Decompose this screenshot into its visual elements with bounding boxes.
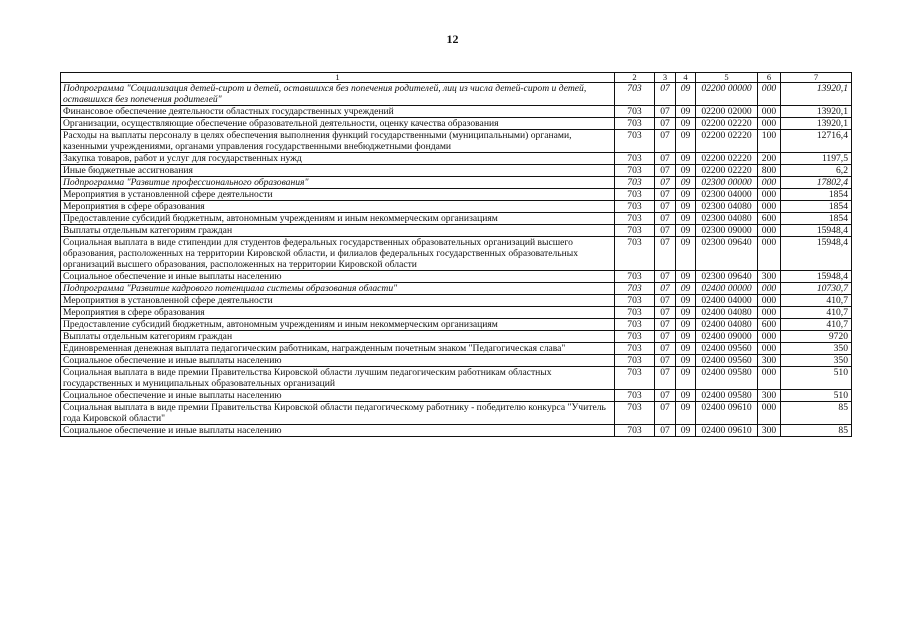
cell-target-article: 02300 09640 bbox=[696, 237, 758, 271]
cell-expense-type: 100 bbox=[758, 130, 781, 153]
cell-target-article: 02400 09580 bbox=[696, 367, 758, 390]
table-row bbox=[61, 390, 852, 402]
cell-target-article: 02300 00000 bbox=[696, 177, 758, 189]
cell-subsection: 09 bbox=[676, 283, 696, 295]
cell-ministry: 703 bbox=[615, 118, 655, 130]
cell-ministry: 703 bbox=[615, 165, 655, 177]
cell-section: 07 bbox=[655, 118, 676, 130]
column-number: 7 bbox=[781, 73, 852, 83]
row-name: Социальная выплата в виде премии Правительства Кировской области лучшим педагогическим работникам областных государственных и муниципальных образовательных организаций bbox=[61, 367, 615, 390]
cell-amount: 15948,4 bbox=[781, 237, 852, 271]
cell-ministry: 703 bbox=[615, 331, 655, 343]
cell-expense-type: 000 bbox=[758, 331, 781, 343]
row-name: Социальная выплата в виде стипендии для студентов федеральных государственных образовательных организаций высшего образования, расположенных на территории Кировской области, и филиалов федеральных государственных образовательных организаций высшего образования, расположенных на территории Кировской области bbox=[61, 237, 615, 271]
cell-ministry: 703 bbox=[615, 283, 655, 295]
cell-expense-type: 000 bbox=[758, 83, 781, 106]
table-row bbox=[61, 343, 852, 355]
cell-subsection: 09 bbox=[676, 295, 696, 307]
cell-subsection: 09 bbox=[676, 307, 696, 319]
row-name: Расходы на выплаты персоналу в целях обеспечения выполнения функций государственными (муниципальными) органами, казенными учреждениями, органами управления государственными внебюджетными фондами bbox=[61, 130, 615, 153]
cell-ministry: 703 bbox=[615, 319, 655, 331]
table-row bbox=[61, 106, 852, 118]
cell-ministry: 703 bbox=[615, 295, 655, 307]
column-number: 5 bbox=[696, 73, 758, 83]
row-name: Социальное обеспечение и иные выплаты населению bbox=[61, 425, 615, 437]
cell-amount: 15948,4 bbox=[781, 271, 852, 283]
cell-amount: 17802,4 bbox=[781, 177, 852, 189]
cell-amount: 410,7 bbox=[781, 295, 852, 307]
cell-section: 07 bbox=[655, 402, 676, 425]
cell-expense-type: 000 bbox=[758, 189, 781, 201]
row-name: Предоставление субсидий бюджетным, автономным учреждениям и иным некоммерческим организациям bbox=[61, 319, 615, 331]
cell-amount: 510 bbox=[781, 390, 852, 402]
cell-expense-type: 300 bbox=[758, 425, 781, 437]
cell-expense-type: 000 bbox=[758, 106, 781, 118]
table-row bbox=[61, 425, 852, 437]
cell-section: 07 bbox=[655, 106, 676, 118]
cell-ministry: 703 bbox=[615, 237, 655, 271]
cell-subsection: 09 bbox=[676, 331, 696, 343]
cell-amount: 410,7 bbox=[781, 319, 852, 331]
cell-target-article: 02400 04080 bbox=[696, 319, 758, 331]
table-row bbox=[61, 402, 852, 425]
cell-section: 07 bbox=[655, 331, 676, 343]
page-number: 12 bbox=[446, 32, 459, 46]
cell-target-article: 02200 00000 bbox=[696, 83, 758, 106]
table-row bbox=[61, 367, 852, 390]
cell-target-article: 02400 09000 bbox=[696, 331, 758, 343]
cell-subsection: 09 bbox=[676, 83, 696, 106]
cell-expense-type: 000 bbox=[758, 295, 781, 307]
cell-amount: 13920,1 bbox=[781, 83, 852, 106]
cell-section: 07 bbox=[655, 319, 676, 331]
cell-expense-type: 800 bbox=[758, 165, 781, 177]
cell-amount: 85 bbox=[781, 425, 852, 437]
cell-amount: 9720 bbox=[781, 331, 852, 343]
cell-subsection: 09 bbox=[676, 237, 696, 271]
cell-expense-type: 300 bbox=[758, 271, 781, 283]
column-number: 3 bbox=[655, 73, 676, 83]
cell-target-article: 02200 02000 bbox=[696, 106, 758, 118]
cell-target-article: 02400 09610 bbox=[696, 425, 758, 437]
row-name: Подпрограмма "Развитие кадрового потенциала системы образования области" bbox=[61, 283, 615, 295]
column-number: 6 bbox=[758, 73, 781, 83]
cell-section: 07 bbox=[655, 225, 676, 237]
table-row bbox=[61, 213, 852, 225]
cell-amount: 13920,1 bbox=[781, 106, 852, 118]
cell-amount: 10730,7 bbox=[781, 283, 852, 295]
cell-expense-type: 000 bbox=[758, 283, 781, 295]
cell-target-article: 02200 02220 bbox=[696, 165, 758, 177]
row-name: Мероприятия в установленной сфере деятельности bbox=[61, 189, 615, 201]
row-name: Единовременная денежная выплата педагогическим работникам, награжденным почетным знаком "Педагогическая слава" bbox=[61, 343, 615, 355]
row-name: Предоставление субсидий бюджетным, автономным учреждениям и иным некоммерческим организациям bbox=[61, 213, 615, 225]
row-name: Социальное обеспечение и иные выплаты населению bbox=[61, 355, 615, 367]
cell-section: 07 bbox=[655, 390, 676, 402]
row-name: Финансовое обеспечение деятельности областных государственных учреждений bbox=[61, 106, 615, 118]
row-name: Социальное обеспечение и иные выплаты населению bbox=[61, 271, 615, 283]
cell-amount: 1854 bbox=[781, 201, 852, 213]
cell-expense-type: 000 bbox=[758, 307, 781, 319]
cell-amount: 13920,1 bbox=[781, 118, 852, 130]
cell-amount: 350 bbox=[781, 355, 852, 367]
cell-section: 07 bbox=[655, 189, 676, 201]
cell-section: 07 bbox=[655, 201, 676, 213]
cell-target-article: 02300 04080 bbox=[696, 213, 758, 225]
cell-section: 07 bbox=[655, 237, 676, 271]
cell-section: 07 bbox=[655, 367, 676, 390]
cell-ministry: 703 bbox=[615, 189, 655, 201]
column-number-row bbox=[61, 73, 852, 83]
row-name: Организации, осуществляющие обеспечение образовательной деятельности, оценку качества образования bbox=[61, 118, 615, 130]
cell-target-article: 02200 02220 bbox=[696, 118, 758, 130]
row-name: Выплаты отдельным категориям граждан bbox=[61, 331, 615, 343]
column-number: 1 bbox=[61, 73, 615, 83]
cell-target-article: 02300 04080 bbox=[696, 201, 758, 213]
cell-section: 07 bbox=[655, 307, 676, 319]
cell-ministry: 703 bbox=[615, 213, 655, 225]
cell-amount: 6,2 bbox=[781, 165, 852, 177]
cell-expense-type: 000 bbox=[758, 177, 781, 189]
row-name: Мероприятия в сфере образования bbox=[61, 307, 615, 319]
cell-section: 07 bbox=[655, 271, 676, 283]
cell-subsection: 09 bbox=[676, 106, 696, 118]
cell-section: 07 bbox=[655, 130, 676, 153]
cell-subsection: 09 bbox=[676, 343, 696, 355]
cell-expense-type: 000 bbox=[758, 118, 781, 130]
cell-expense-type: 000 bbox=[758, 402, 781, 425]
table-row bbox=[61, 319, 852, 331]
row-name: Выплаты отдельным категориям граждан bbox=[61, 225, 615, 237]
cell-ministry: 703 bbox=[615, 130, 655, 153]
cell-target-article: 02200 02220 bbox=[696, 130, 758, 153]
cell-target-article: 02400 09610 bbox=[696, 402, 758, 425]
row-name: Закупка товаров, работ и услуг для государственных нужд bbox=[61, 153, 615, 165]
row-name: Иные бюджетные ассигнования bbox=[61, 165, 615, 177]
cell-target-article: 02400 09560 bbox=[696, 343, 758, 355]
table-row bbox=[61, 130, 852, 153]
cell-section: 07 bbox=[655, 283, 676, 295]
cell-ministry: 703 bbox=[615, 177, 655, 189]
cell-expense-type: 000 bbox=[758, 237, 781, 271]
cell-target-article: 02300 09000 bbox=[696, 225, 758, 237]
cell-ministry: 703 bbox=[615, 307, 655, 319]
row-name: Социальная выплата в виде премии Правительства Кировской области педагогическому работнику - победителю конкурса "Учитель года Кировской области" bbox=[61, 402, 615, 425]
cell-amount: 510 bbox=[781, 367, 852, 390]
budget-table bbox=[60, 72, 852, 437]
table-row bbox=[61, 201, 852, 213]
cell-ministry: 703 bbox=[615, 402, 655, 425]
cell-section: 07 bbox=[655, 295, 676, 307]
table-body bbox=[61, 73, 852, 437]
row-name: Подпрограмма "Социализация детей-сирот и детей, оставшихся без попечения родителей, лиц из числа детей-сирот и детей, оставшихся без попечения родителей" bbox=[61, 83, 615, 106]
cell-target-article: 02400 09560 bbox=[696, 355, 758, 367]
row-name: Социальное обеспечение и иные выплаты населению bbox=[61, 390, 615, 402]
cell-ministry: 703 bbox=[615, 367, 655, 390]
cell-expense-type: 000 bbox=[758, 225, 781, 237]
cell-subsection: 09 bbox=[676, 271, 696, 283]
cell-subsection: 09 bbox=[676, 390, 696, 402]
cell-amount: 12716,4 bbox=[781, 130, 852, 153]
cell-ministry: 703 bbox=[615, 201, 655, 213]
cell-expense-type: 000 bbox=[758, 367, 781, 390]
table-row bbox=[61, 165, 852, 177]
cell-ministry: 703 bbox=[615, 343, 655, 355]
table-row bbox=[61, 283, 852, 295]
cell-target-article: 02400 04000 bbox=[696, 295, 758, 307]
cell-expense-type: 200 bbox=[758, 153, 781, 165]
cell-section: 07 bbox=[655, 213, 676, 225]
cell-subsection: 09 bbox=[676, 130, 696, 153]
cell-subsection: 09 bbox=[676, 367, 696, 390]
cell-expense-type: 300 bbox=[758, 355, 781, 367]
cell-expense-type: 600 bbox=[758, 213, 781, 225]
column-number: 2 bbox=[615, 73, 655, 83]
cell-section: 07 bbox=[655, 355, 676, 367]
cell-section: 07 bbox=[655, 153, 676, 165]
cell-target-article: 02300 04000 bbox=[696, 189, 758, 201]
cell-expense-type: 300 bbox=[758, 390, 781, 402]
cell-ministry: 703 bbox=[615, 83, 655, 106]
table-row bbox=[61, 307, 852, 319]
table-row bbox=[61, 331, 852, 343]
row-name: Мероприятия в сфере образования bbox=[61, 201, 615, 213]
cell-subsection: 09 bbox=[676, 225, 696, 237]
cell-subsection: 09 bbox=[676, 189, 696, 201]
cell-amount: 1854 bbox=[781, 213, 852, 225]
cell-target-article: 02400 00000 bbox=[696, 283, 758, 295]
row-name: Мероприятия в установленной сфере деятельности bbox=[61, 295, 615, 307]
table-row bbox=[61, 83, 852, 106]
cell-target-article: 02400 04080 bbox=[696, 307, 758, 319]
table-row bbox=[61, 177, 852, 189]
cell-subsection: 09 bbox=[676, 177, 696, 189]
cell-amount: 350 bbox=[781, 343, 852, 355]
cell-subsection: 09 bbox=[676, 153, 696, 165]
cell-target-article: 02200 02220 bbox=[696, 153, 758, 165]
table-row bbox=[61, 153, 852, 165]
cell-subsection: 09 bbox=[676, 402, 696, 425]
cell-expense-type: 000 bbox=[758, 343, 781, 355]
table-row bbox=[61, 189, 852, 201]
row-name: Подпрограмма "Развитие профессионального образования" bbox=[61, 177, 615, 189]
cell-amount: 1854 bbox=[781, 189, 852, 201]
cell-expense-type: 600 bbox=[758, 319, 781, 331]
cell-subsection: 09 bbox=[676, 201, 696, 213]
table-row bbox=[61, 355, 852, 367]
cell-section: 07 bbox=[655, 83, 676, 106]
cell-subsection: 09 bbox=[676, 213, 696, 225]
cell-ministry: 703 bbox=[615, 390, 655, 402]
cell-subsection: 09 bbox=[676, 425, 696, 437]
cell-ministry: 703 bbox=[615, 225, 655, 237]
cell-target-article: 02400 09580 bbox=[696, 390, 758, 402]
cell-subsection: 09 bbox=[676, 319, 696, 331]
cell-amount: 1197,5 bbox=[781, 153, 852, 165]
cell-expense-type: 000 bbox=[758, 201, 781, 213]
cell-subsection: 09 bbox=[676, 165, 696, 177]
cell-subsection: 09 bbox=[676, 355, 696, 367]
cell-section: 07 bbox=[655, 165, 676, 177]
cell-ministry: 703 bbox=[615, 425, 655, 437]
cell-section: 07 bbox=[655, 425, 676, 437]
cell-ministry: 703 bbox=[615, 355, 655, 367]
cell-subsection: 09 bbox=[676, 118, 696, 130]
cell-ministry: 703 bbox=[615, 271, 655, 283]
table-row bbox=[61, 295, 852, 307]
table-row bbox=[61, 271, 852, 283]
table-row bbox=[61, 237, 852, 271]
table-row bbox=[61, 118, 852, 130]
cell-amount: 410,7 bbox=[781, 307, 852, 319]
cell-amount: 85 bbox=[781, 402, 852, 425]
cell-amount: 15948,4 bbox=[781, 225, 852, 237]
cell-ministry: 703 bbox=[615, 106, 655, 118]
column-number: 4 bbox=[676, 73, 696, 83]
cell-target-article: 02300 09640 bbox=[696, 271, 758, 283]
cell-section: 07 bbox=[655, 343, 676, 355]
cell-ministry: 703 bbox=[615, 153, 655, 165]
cell-section: 07 bbox=[655, 177, 676, 189]
table-row bbox=[61, 225, 852, 237]
